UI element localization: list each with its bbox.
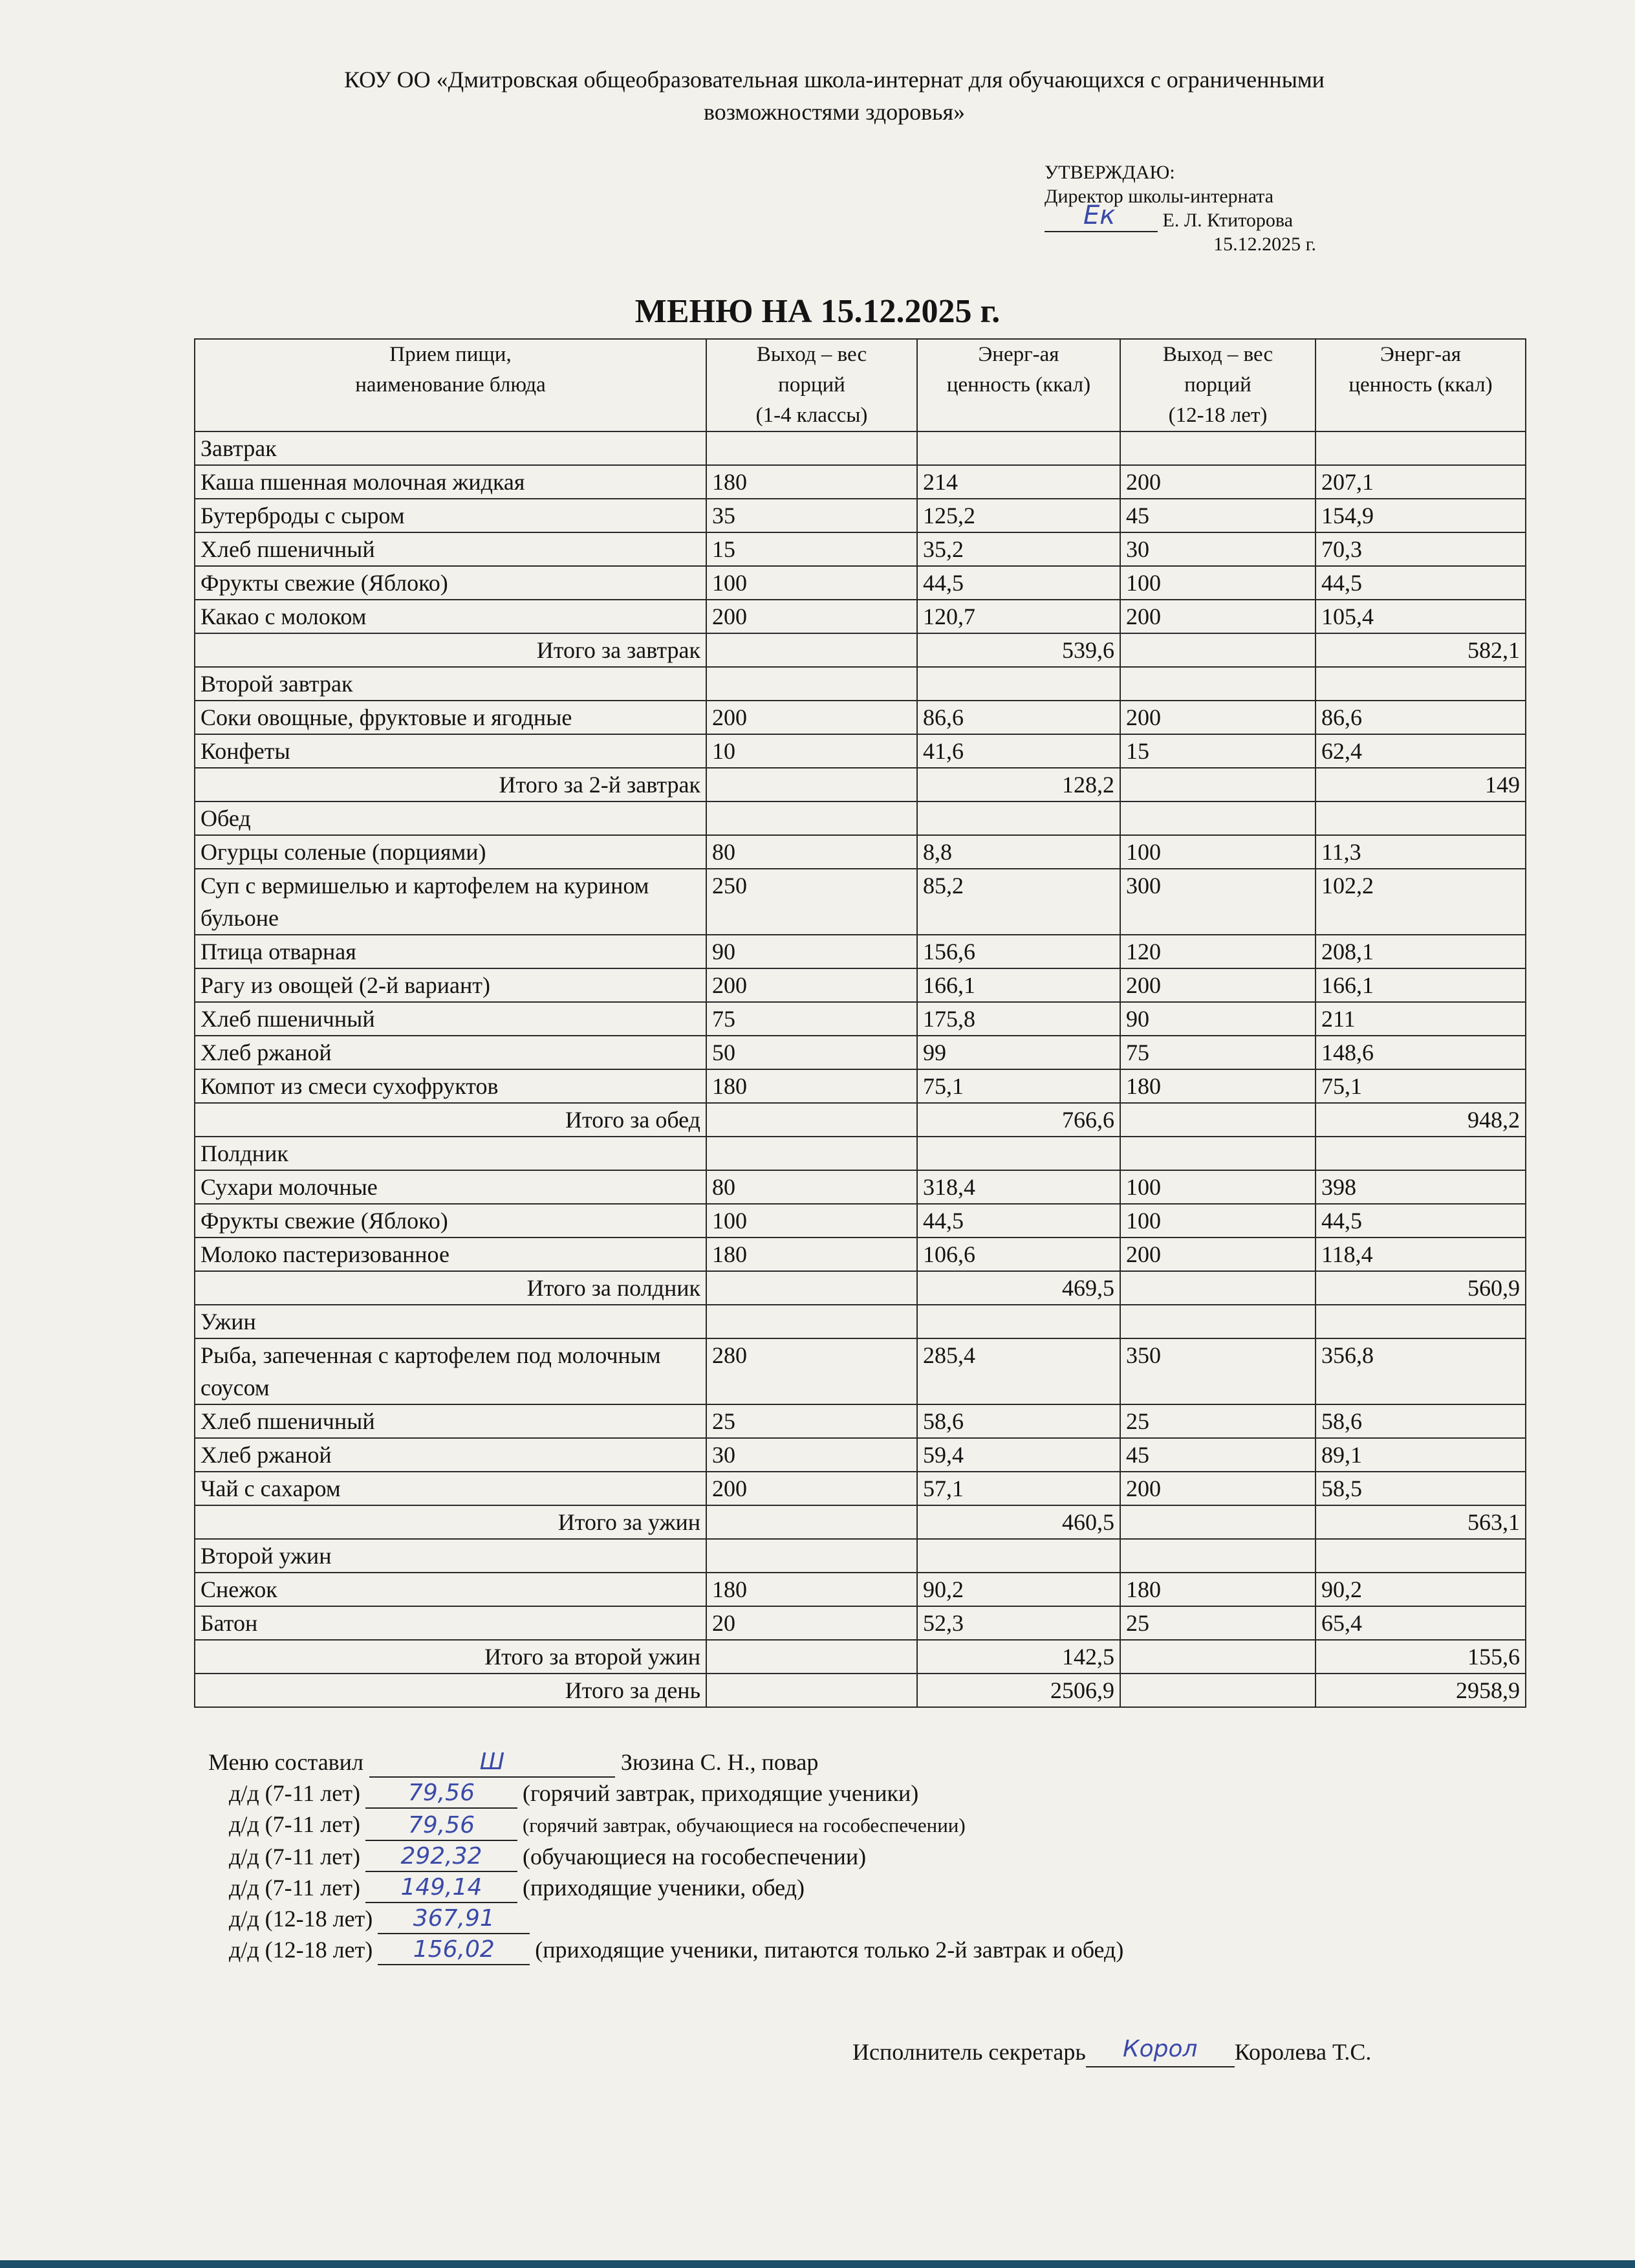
subtotal-empty (1120, 1505, 1316, 1539)
energy-1: 57,1 (917, 1472, 1120, 1505)
subtotal-empty (706, 1271, 917, 1305)
subtotal-empty (1120, 1640, 1316, 1674)
energy-2: 102,2 (1316, 869, 1526, 935)
weight-1-4: 200 (706, 968, 917, 1002)
dish-name: Снежок (195, 1573, 706, 1606)
dish-name: Хлеб пшеничный (195, 1404, 706, 1438)
allowance-value: 292,32 (365, 1842, 517, 1872)
energy-2: 44,5 (1316, 1204, 1526, 1238)
weight-1-4: 20 (706, 1606, 917, 1640)
dish-name: Огурцы соленые (порциями) (195, 835, 706, 869)
section-row (195, 431, 1526, 465)
allowance-value: 79,56 (365, 1779, 517, 1809)
approval-signature-row (1045, 201, 1316, 232)
scan-edge-strip (0, 2260, 1635, 2268)
table-row (195, 600, 1526, 633)
table-row (195, 1606, 1526, 1640)
energy-2: 148,6 (1316, 1036, 1526, 1069)
weight-1-4: 10 (706, 734, 917, 768)
section-row (195, 667, 1526, 701)
energy-2: 207,1 (1316, 465, 1526, 499)
dish-name: Фрукты свежие (Яблоко) (195, 1204, 706, 1238)
section-empty-cell (1120, 801, 1316, 835)
subtotal-row (195, 1103, 1526, 1137)
subtotal-row (195, 633, 1526, 667)
composer-row (208, 1747, 1566, 1778)
subtotal-empty (706, 1103, 917, 1137)
approval-date: 15.12.2025 г. (1213, 234, 1316, 255)
weight-1-4: 25 (706, 1404, 917, 1438)
day-total-empty-1 (706, 1674, 917, 1707)
composer-signature: Ш (369, 1748, 615, 1778)
allowance-note: (приходящие ученики, обед) (522, 1875, 805, 1901)
allowance-note: (горячий завтрак, приходящие ученики) (522, 1780, 919, 1806)
day-total-empty-2 (1120, 1674, 1316, 1707)
table-row (195, 1338, 1526, 1404)
subtotal-energy-2: 563,1 (1316, 1505, 1526, 1539)
section-empty-cell (917, 1539, 1120, 1573)
weight-12-18: 100 (1120, 1204, 1316, 1238)
menu-table (194, 338, 1526, 1708)
weight-12-18: 180 (1120, 1069, 1316, 1103)
dish-name: Какао с молоком (195, 600, 706, 633)
weight-1-4: 200 (706, 701, 917, 734)
section-empty-cell (917, 1305, 1120, 1338)
dish-name: Чай с сахаром (195, 1472, 706, 1505)
subtotal-row (195, 1505, 1526, 1539)
allowance-value: 79,56 (365, 1811, 517, 1841)
table-row (195, 1238, 1526, 1271)
section-empty-cell (706, 801, 917, 835)
executor-name: Королева Т.С. (1234, 2039, 1372, 2065)
section-empty-cell (917, 667, 1120, 701)
weight-12-18: 25 (1120, 1404, 1316, 1438)
weight-12-18: 75 (1120, 1036, 1316, 1069)
dish-name: Конфеты (195, 734, 706, 768)
table-row (195, 1069, 1526, 1103)
section-empty-cell (1316, 1305, 1526, 1338)
allowance-note: (горячий завтрак, обучающиеся на гособеспечении) (522, 1814, 966, 1837)
dish-name: Сухари молочные (195, 1170, 706, 1204)
table-row (195, 1472, 1526, 1505)
table-row (195, 499, 1526, 532)
table-row (195, 1204, 1526, 1238)
table-row (195, 1170, 1526, 1204)
approval-position: Директор школы-интерната (1045, 186, 1274, 207)
weight-12-18: 120 (1120, 935, 1316, 968)
footer-block (208, 1747, 1566, 1965)
weight-12-18: 200 (1120, 1238, 1316, 1271)
section-empty-cell (706, 431, 917, 465)
weight-1-4: 50 (706, 1036, 917, 1069)
weight-12-18: 200 (1120, 465, 1316, 499)
allowance-row (208, 1903, 1566, 1934)
weight-1-4: 75 (706, 1002, 917, 1036)
table-header-row (195, 339, 1526, 431)
weight-12-18: 200 (1120, 600, 1316, 633)
subtotal-label: Итого за ужин (195, 1505, 706, 1539)
allowance-note: (приходящие ученики, питаются только 2-й завтрак и обед) (535, 1937, 1124, 1963)
weight-12-18: 30 (1120, 532, 1316, 566)
executor-row (852, 2036, 1371, 2067)
day-total-label: Итого за день (195, 1674, 706, 1707)
director-name: Е. Л. Ктиторова (1162, 210, 1294, 231)
allowance-row (208, 1934, 1566, 1965)
weight-1-4: 100 (706, 1204, 917, 1238)
weight-1-4: 30 (706, 1438, 917, 1472)
section-empty-cell (917, 801, 1120, 835)
energy-1: 41,6 (917, 734, 1120, 768)
energy-1: 8,8 (917, 835, 1120, 869)
weight-12-18: 300 (1120, 869, 1316, 935)
section-empty-cell (1120, 1539, 1316, 1573)
subtotal-energy-2: 560,9 (1316, 1271, 1526, 1305)
dish-name: Соки овощные, фруктовые и ягодные (195, 701, 706, 734)
energy-1: 120,7 (917, 600, 1120, 633)
weight-12-18: 90 (1120, 1002, 1316, 1036)
energy-1: 52,3 (917, 1606, 1120, 1640)
day-total-energy-2: 2958,9 (1316, 1674, 1526, 1707)
energy-1: 285,4 (917, 1338, 1120, 1404)
energy-2: 11,3 (1316, 835, 1526, 869)
energy-1: 156,6 (917, 935, 1120, 968)
weight-12-18: 350 (1120, 1338, 1316, 1404)
section-empty-cell (1316, 1539, 1526, 1573)
weight-12-18: 100 (1120, 835, 1316, 869)
executor-signature: Корол (1086, 2038, 1235, 2067)
dish-name: Каша пшенная молочная жидкая (195, 465, 706, 499)
allowance-label: д/д (12-18 лет) (229, 1906, 373, 1932)
weight-1-4: 200 (706, 1472, 917, 1505)
section-name: Завтрак (195, 431, 706, 465)
table-row (195, 701, 1526, 734)
header-energy-2 (1316, 339, 1526, 431)
section-empty-cell (1316, 667, 1526, 701)
energy-1: 75,1 (917, 1069, 1120, 1103)
energy-2: 154,9 (1316, 499, 1526, 532)
subtotal-empty (1120, 1103, 1316, 1137)
energy-2: 356,8 (1316, 1338, 1526, 1404)
subtotal-empty (706, 768, 917, 801)
table-row (195, 835, 1526, 869)
header-energy-1-line1: Энерг-ая (978, 343, 1059, 366)
allowance-value: 149,14 (365, 1873, 517, 1903)
energy-1: 35,2 (917, 532, 1120, 566)
header-weight-12-18-line3: (12-18 лет) (1168, 404, 1268, 427)
day-total-row (195, 1674, 1526, 1707)
dish-name: Рагу из овощей (2-й вариант) (195, 968, 706, 1002)
energy-2: 70,3 (1316, 532, 1526, 566)
allowance-note: (обучающиеся на гособеспечении) (522, 1844, 867, 1870)
weight-12-18: 180 (1120, 1573, 1316, 1606)
weight-1-4: 180 (706, 1069, 917, 1103)
header-meal-line2: наименование блюда (355, 373, 546, 397)
subtotal-energy-2: 582,1 (1316, 633, 1526, 667)
energy-1: 99 (917, 1036, 1120, 1069)
subtotal-label: Итого за завтрак (195, 633, 706, 667)
energy-2: 105,4 (1316, 600, 1526, 633)
allowance-row (208, 1809, 1566, 1841)
header-weight-1-4 (706, 339, 917, 431)
table-row (195, 968, 1526, 1002)
energy-1: 318,4 (917, 1170, 1120, 1204)
subtotal-empty (706, 1505, 917, 1539)
section-name: Второй ужин (195, 1539, 706, 1573)
weight-1-4: 80 (706, 1170, 917, 1204)
weight-1-4: 200 (706, 600, 917, 633)
section-empty-cell (1120, 1137, 1316, 1170)
table-row (195, 734, 1526, 768)
section-empty-cell (917, 1137, 1120, 1170)
energy-1: 86,6 (917, 701, 1120, 734)
energy-1: 106,6 (917, 1238, 1120, 1271)
executor-label: Исполнитель секретарь (852, 2039, 1086, 2065)
header-energy-2-line1: Энерг-ая (1380, 343, 1461, 366)
weight-12-18: 25 (1120, 1606, 1316, 1640)
section-empty-cell (706, 1137, 917, 1170)
energy-2: 62,4 (1316, 734, 1526, 768)
weight-1-4: 180 (706, 1238, 917, 1271)
energy-2: 208,1 (1316, 935, 1526, 968)
table-row (195, 566, 1526, 600)
energy-2: 166,1 (1316, 968, 1526, 1002)
subtotal-empty (1120, 633, 1316, 667)
energy-1: 58,6 (917, 1404, 1120, 1438)
dish-name: Суп с вермишелью и картофелем на курином бульоне (195, 869, 706, 935)
table-row (195, 1438, 1526, 1472)
dish-name: Фрукты свежие (Яблоко) (195, 566, 706, 600)
section-name: Второй завтрак (195, 667, 706, 701)
allowance-value: 367,91 (378, 1904, 530, 1934)
energy-2: 75,1 (1316, 1069, 1526, 1103)
header-energy-2-line2: ценность (ккал) (1348, 373, 1493, 397)
subtotal-row (195, 768, 1526, 801)
energy-1: 59,4 (917, 1438, 1120, 1472)
dish-name: Рыба, запеченная с картофелем под молочным соусом (195, 1338, 706, 1404)
section-row (195, 1137, 1526, 1170)
organization-header (194, 63, 1475, 128)
subtotal-label: Итого за обед (195, 1103, 706, 1137)
header-weight-1-4-line1: Выход – вес (756, 343, 867, 366)
subtotal-empty (1120, 1271, 1316, 1305)
menu-table-body (195, 431, 1526, 1674)
section-name: Ужин (195, 1305, 706, 1338)
table-row (195, 1404, 1526, 1438)
energy-2: 65,4 (1316, 1606, 1526, 1640)
allowance-row (208, 1841, 1566, 1872)
document-title: МЕНЮ НА 15.12.2025 г. (634, 293, 1001, 330)
section-name: Полдник (195, 1137, 706, 1170)
table-row (195, 465, 1526, 499)
energy-2: 44,5 (1316, 566, 1526, 600)
director-signature: Ек (1083, 201, 1116, 230)
allowance-label: д/д (7-11 лет) (229, 1844, 360, 1870)
table-row (195, 935, 1526, 968)
section-empty-cell (1316, 431, 1526, 465)
header-weight-1-4-line2: порций (778, 373, 845, 397)
weight-12-18: 100 (1120, 1170, 1316, 1204)
day-total-energy-1: 2506,9 (917, 1674, 1120, 1707)
subtotal-energy-1: 539,6 (917, 633, 1120, 667)
allowance-label: д/д (7-11 лет) (229, 1780, 360, 1806)
weight-12-18: 100 (1120, 566, 1316, 600)
daily-allowance-list (208, 1778, 1566, 1965)
subtotal-energy-2: 149 (1316, 768, 1526, 801)
subtotal-empty (1120, 768, 1316, 801)
section-empty-cell (706, 1305, 917, 1338)
energy-2: 118,4 (1316, 1238, 1526, 1271)
header-energy-1-line2: ценность (ккал) (946, 373, 1091, 397)
approval-title: УТВЕРЖДАЮ: (1045, 162, 1175, 183)
allowance-label: д/д (7-11 лет) (229, 1811, 360, 1837)
energy-2: 89,1 (1316, 1438, 1526, 1472)
energy-1: 85,2 (917, 869, 1120, 935)
energy-1: 125,2 (917, 499, 1120, 532)
composer-label: Меню составил (208, 1749, 363, 1775)
weight-12-18: 200 (1120, 701, 1316, 734)
subtotal-label: Итого за второй ужин (195, 1640, 706, 1674)
energy-2: 58,5 (1316, 1472, 1526, 1505)
subtotal-energy-1: 128,2 (917, 768, 1120, 801)
section-empty-cell (706, 667, 917, 701)
weight-1-4: 90 (706, 935, 917, 968)
composer-name: Зюзина С. Н., повар (620, 1749, 819, 1775)
dish-name: Бутерброды с сыром (195, 499, 706, 532)
energy-2: 211 (1316, 1002, 1526, 1036)
dish-name: Хлеб пшеничный (195, 532, 706, 566)
subtotal-row (195, 1640, 1526, 1674)
section-row (195, 1305, 1526, 1338)
energy-2: 398 (1316, 1170, 1526, 1204)
subtotal-energy-1: 469,5 (917, 1271, 1120, 1305)
energy-2: 90,2 (1316, 1573, 1526, 1606)
organization-name-line1: КОУ ОО «Дмитровская общеобразовательная школа-интернат для обучающихся с ограниченными (344, 67, 1325, 93)
allowance-value: 156,02 (378, 1935, 530, 1965)
subtotal-label: Итого за 2-й завтрак (195, 768, 706, 801)
energy-1: 44,5 (917, 1204, 1120, 1238)
energy-1: 214 (917, 465, 1120, 499)
table-row (195, 1573, 1526, 1606)
energy-1: 44,5 (917, 566, 1120, 600)
weight-1-4: 100 (706, 566, 917, 600)
section-empty-cell (1316, 1137, 1526, 1170)
header-meal-line1: Прием пищи, (389, 343, 512, 366)
section-row (195, 1539, 1526, 1573)
section-empty-cell (1120, 431, 1316, 465)
subtotal-energy-1: 460,5 (917, 1505, 1120, 1539)
subtotal-energy-2: 155,6 (1316, 1640, 1526, 1674)
energy-2: 86,6 (1316, 701, 1526, 734)
organization-name-line2: возможностями здоровья» (703, 99, 966, 125)
weight-1-4: 250 (706, 869, 917, 935)
energy-1: 90,2 (917, 1573, 1120, 1606)
approval-block (1045, 160, 1316, 256)
allowance-label: д/д (12-18 лет) (229, 1937, 373, 1963)
subtotal-empty (706, 633, 917, 667)
weight-1-4: 15 (706, 532, 917, 566)
dish-name: Хлеб пшеничный (195, 1002, 706, 1036)
energy-1: 166,1 (917, 968, 1120, 1002)
allowance-label: д/д (7-11 лет) (229, 1875, 360, 1901)
section-name: Обед (195, 801, 706, 835)
dish-name: Батон (195, 1606, 706, 1640)
header-weight-12-18 (1120, 339, 1316, 431)
section-row (195, 801, 1526, 835)
energy-2: 58,6 (1316, 1404, 1526, 1438)
subtotal-empty (706, 1640, 917, 1674)
subtotal-energy-2: 948,2 (1316, 1103, 1526, 1137)
weight-12-18: 15 (1120, 734, 1316, 768)
weight-1-4: 180 (706, 1573, 917, 1606)
section-empty-cell (1120, 1305, 1316, 1338)
weight-1-4: 180 (706, 465, 917, 499)
table-row (195, 1036, 1526, 1069)
header-weight-1-4-line3: (1-4 классы) (755, 404, 868, 427)
approval-signature-line (1045, 201, 1158, 232)
weight-12-18: 45 (1120, 499, 1316, 532)
section-empty-cell (917, 431, 1120, 465)
weight-12-18: 45 (1120, 1438, 1316, 1472)
weight-1-4: 280 (706, 1338, 917, 1404)
weight-1-4: 35 (706, 499, 917, 532)
section-empty-cell (1316, 801, 1526, 835)
dish-name: Хлеб ржаной (195, 1438, 706, 1472)
dish-name: Хлеб ржаной (195, 1036, 706, 1069)
dish-name: Молоко пастеризованное (195, 1238, 706, 1271)
subtotal-energy-1: 766,6 (917, 1103, 1120, 1137)
table-row (195, 532, 1526, 566)
header-weight-12-18-line1: Выход – вес (1162, 343, 1273, 366)
allowance-row (208, 1872, 1566, 1903)
header-weight-12-18-line2: порций (1184, 373, 1251, 397)
energy-1: 175,8 (917, 1002, 1120, 1036)
header-energy-1 (917, 339, 1120, 431)
weight-1-4: 80 (706, 835, 917, 869)
section-empty-cell (706, 1539, 917, 1573)
subtotal-energy-1: 142,5 (917, 1640, 1120, 1674)
dish-name: Компот из смеси сухофруктов (195, 1069, 706, 1103)
table-row (195, 869, 1526, 935)
weight-12-18: 200 (1120, 968, 1316, 1002)
subtotal-row (195, 1271, 1526, 1305)
table-row (195, 1002, 1526, 1036)
weight-12-18: 200 (1120, 1472, 1316, 1505)
allowance-row (208, 1778, 1566, 1809)
section-empty-cell (1120, 667, 1316, 701)
subtotal-label: Итого за полдник (195, 1271, 706, 1305)
header-meal (195, 339, 706, 431)
dish-name: Птица отварная (195, 935, 706, 968)
